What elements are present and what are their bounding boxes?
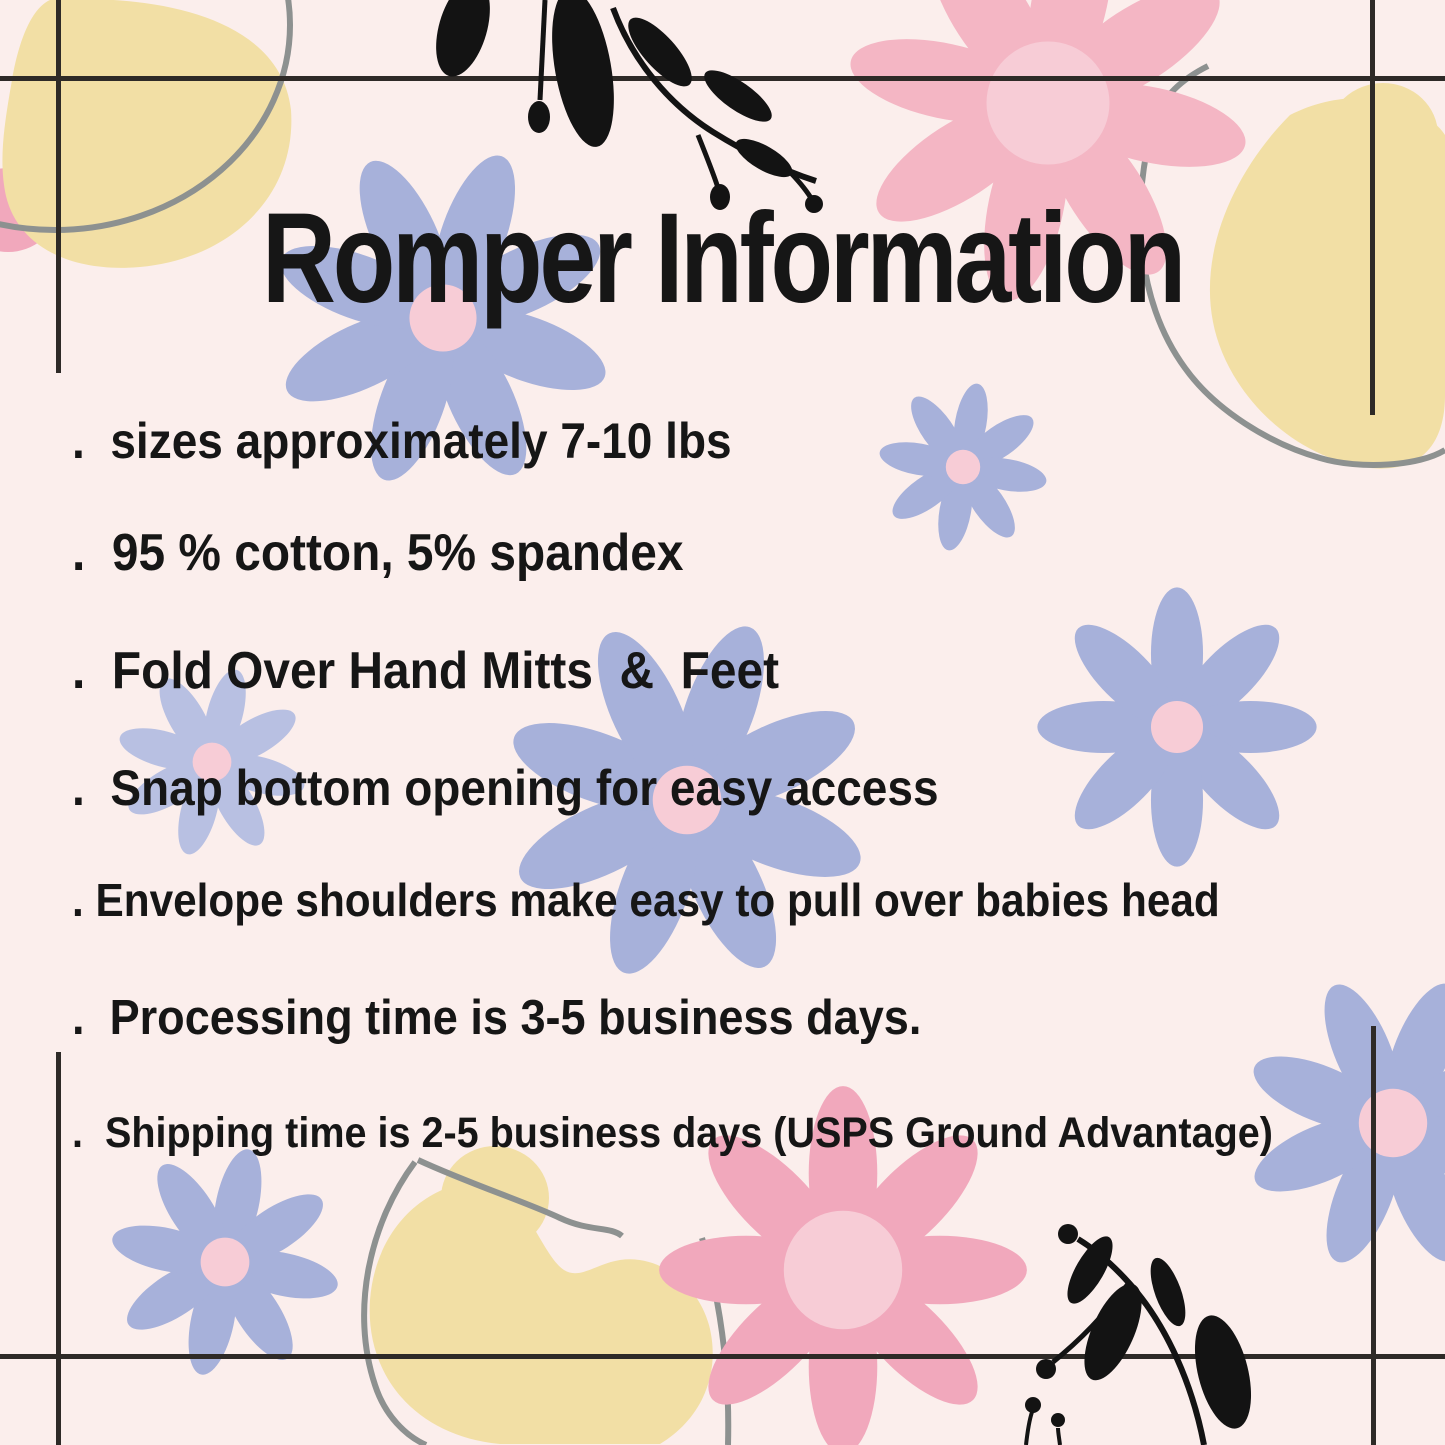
frame-line-right-lower [1371, 1026, 1376, 1445]
blue-daisy-flower [1035, 585, 1319, 869]
black-leaf-branch-bottom [1008, 1222, 1343, 1445]
info-line-processing: . Processing time is 3-5 business days. [72, 991, 922, 1045]
blue-daisy-flower [108, 1145, 342, 1379]
info-line-fabric: . 95 % cotton, 5% spandex [72, 524, 684, 582]
blue-daisy-flower [877, 381, 1049, 553]
info-line-mitts: . Fold Over Hand Mitts & Feet [72, 642, 780, 700]
flower-center [1359, 1089, 1427, 1157]
page-title: Romper Information [262, 187, 1183, 330]
frame-line-right-upper [1370, 0, 1375, 415]
frame-line-left-upper [56, 0, 61, 373]
frame-line-left-lower [56, 1052, 61, 1445]
info-line-sizes: . sizes approximately 7-10 lbs [72, 413, 732, 469]
flower-center [784, 1211, 902, 1329]
flower-center [987, 42, 1110, 165]
info-line-snaps: . Snap bottom opening for easy access [72, 760, 939, 816]
info-line-shipping: . Shipping time is 2-5 business days (USPS Ground Advantage) [72, 1109, 1273, 1157]
info-line-shoulders: . Envelope shoulders make easy to pull over babies head [72, 874, 1220, 926]
flower-center [946, 450, 980, 484]
flower-center [1151, 701, 1203, 753]
flower-center [201, 1238, 250, 1287]
